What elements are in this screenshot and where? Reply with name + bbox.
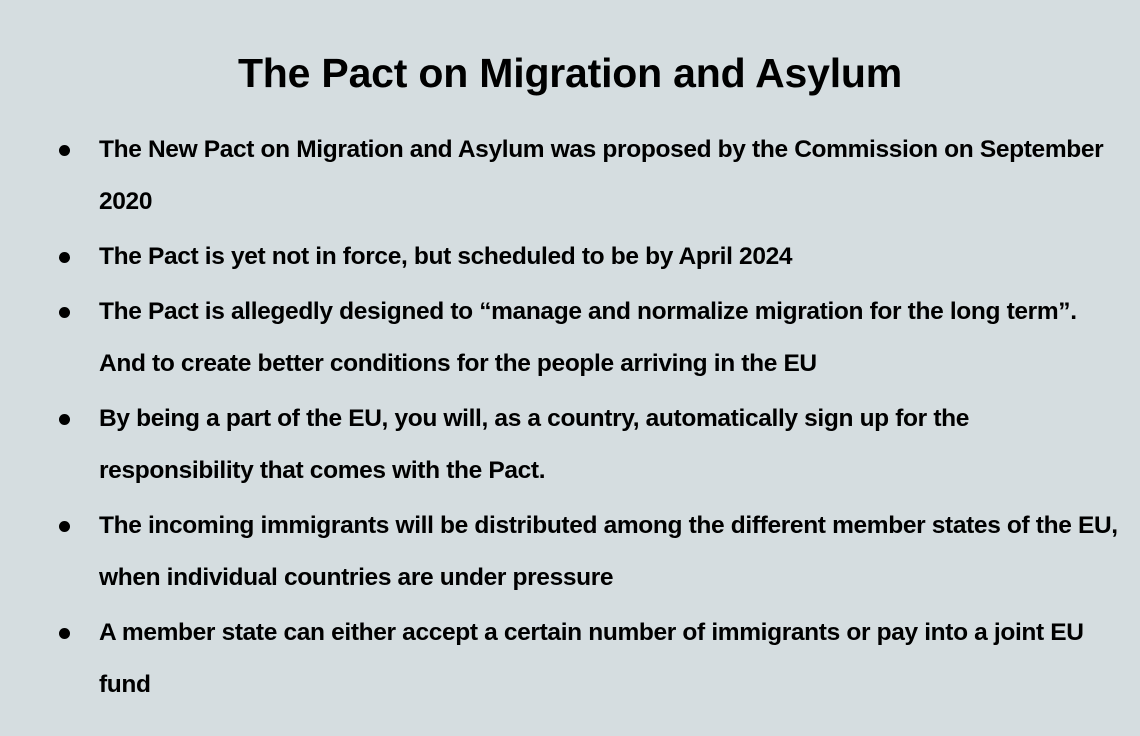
bullet-text: The Pact is yet not in force, but scheduled to be by April 2024 <box>99 243 793 270</box>
bullet-dot-icon <box>59 252 70 263</box>
bullet-dot-icon <box>59 521 70 532</box>
bullet-text: The Pact is allegedly designed to “manage and normalize migration for the long term”. And to create better conditions for the people arriving in the EU <box>99 298 1077 377</box>
bullet-text: The incoming immigrants will be distributed among the different member states of the EU, when individual countries are under pressure <box>99 512 1118 591</box>
slide-title: The Pact on Migration and Asylum <box>237 50 903 96</box>
bullet-dot-icon <box>59 145 70 156</box>
bullet-item <box>56 124 1120 228</box>
bullet-list <box>56 124 1120 711</box>
bullet-dot-icon <box>59 414 70 425</box>
bullet-text: The New Pact on Migration and Asylum was proposed by the Commission on September 2020 <box>99 136 1104 215</box>
bullet-dot-icon <box>59 307 70 318</box>
bullet-item <box>56 393 1120 497</box>
bullet-item <box>56 286 1120 390</box>
bullet-text: A member state can either accept a certain number of immigrants or pay into a joint EU fund <box>99 619 1084 698</box>
bullet-item <box>56 231 1120 283</box>
bullet-item <box>56 500 1120 604</box>
bullet-item <box>56 607 1120 711</box>
bullet-text: By being a part of the EU, you will, as a country, automatically sign up for the responsibility that comes with the Pact. <box>99 405 970 484</box>
bullet-dot-icon <box>59 628 70 639</box>
